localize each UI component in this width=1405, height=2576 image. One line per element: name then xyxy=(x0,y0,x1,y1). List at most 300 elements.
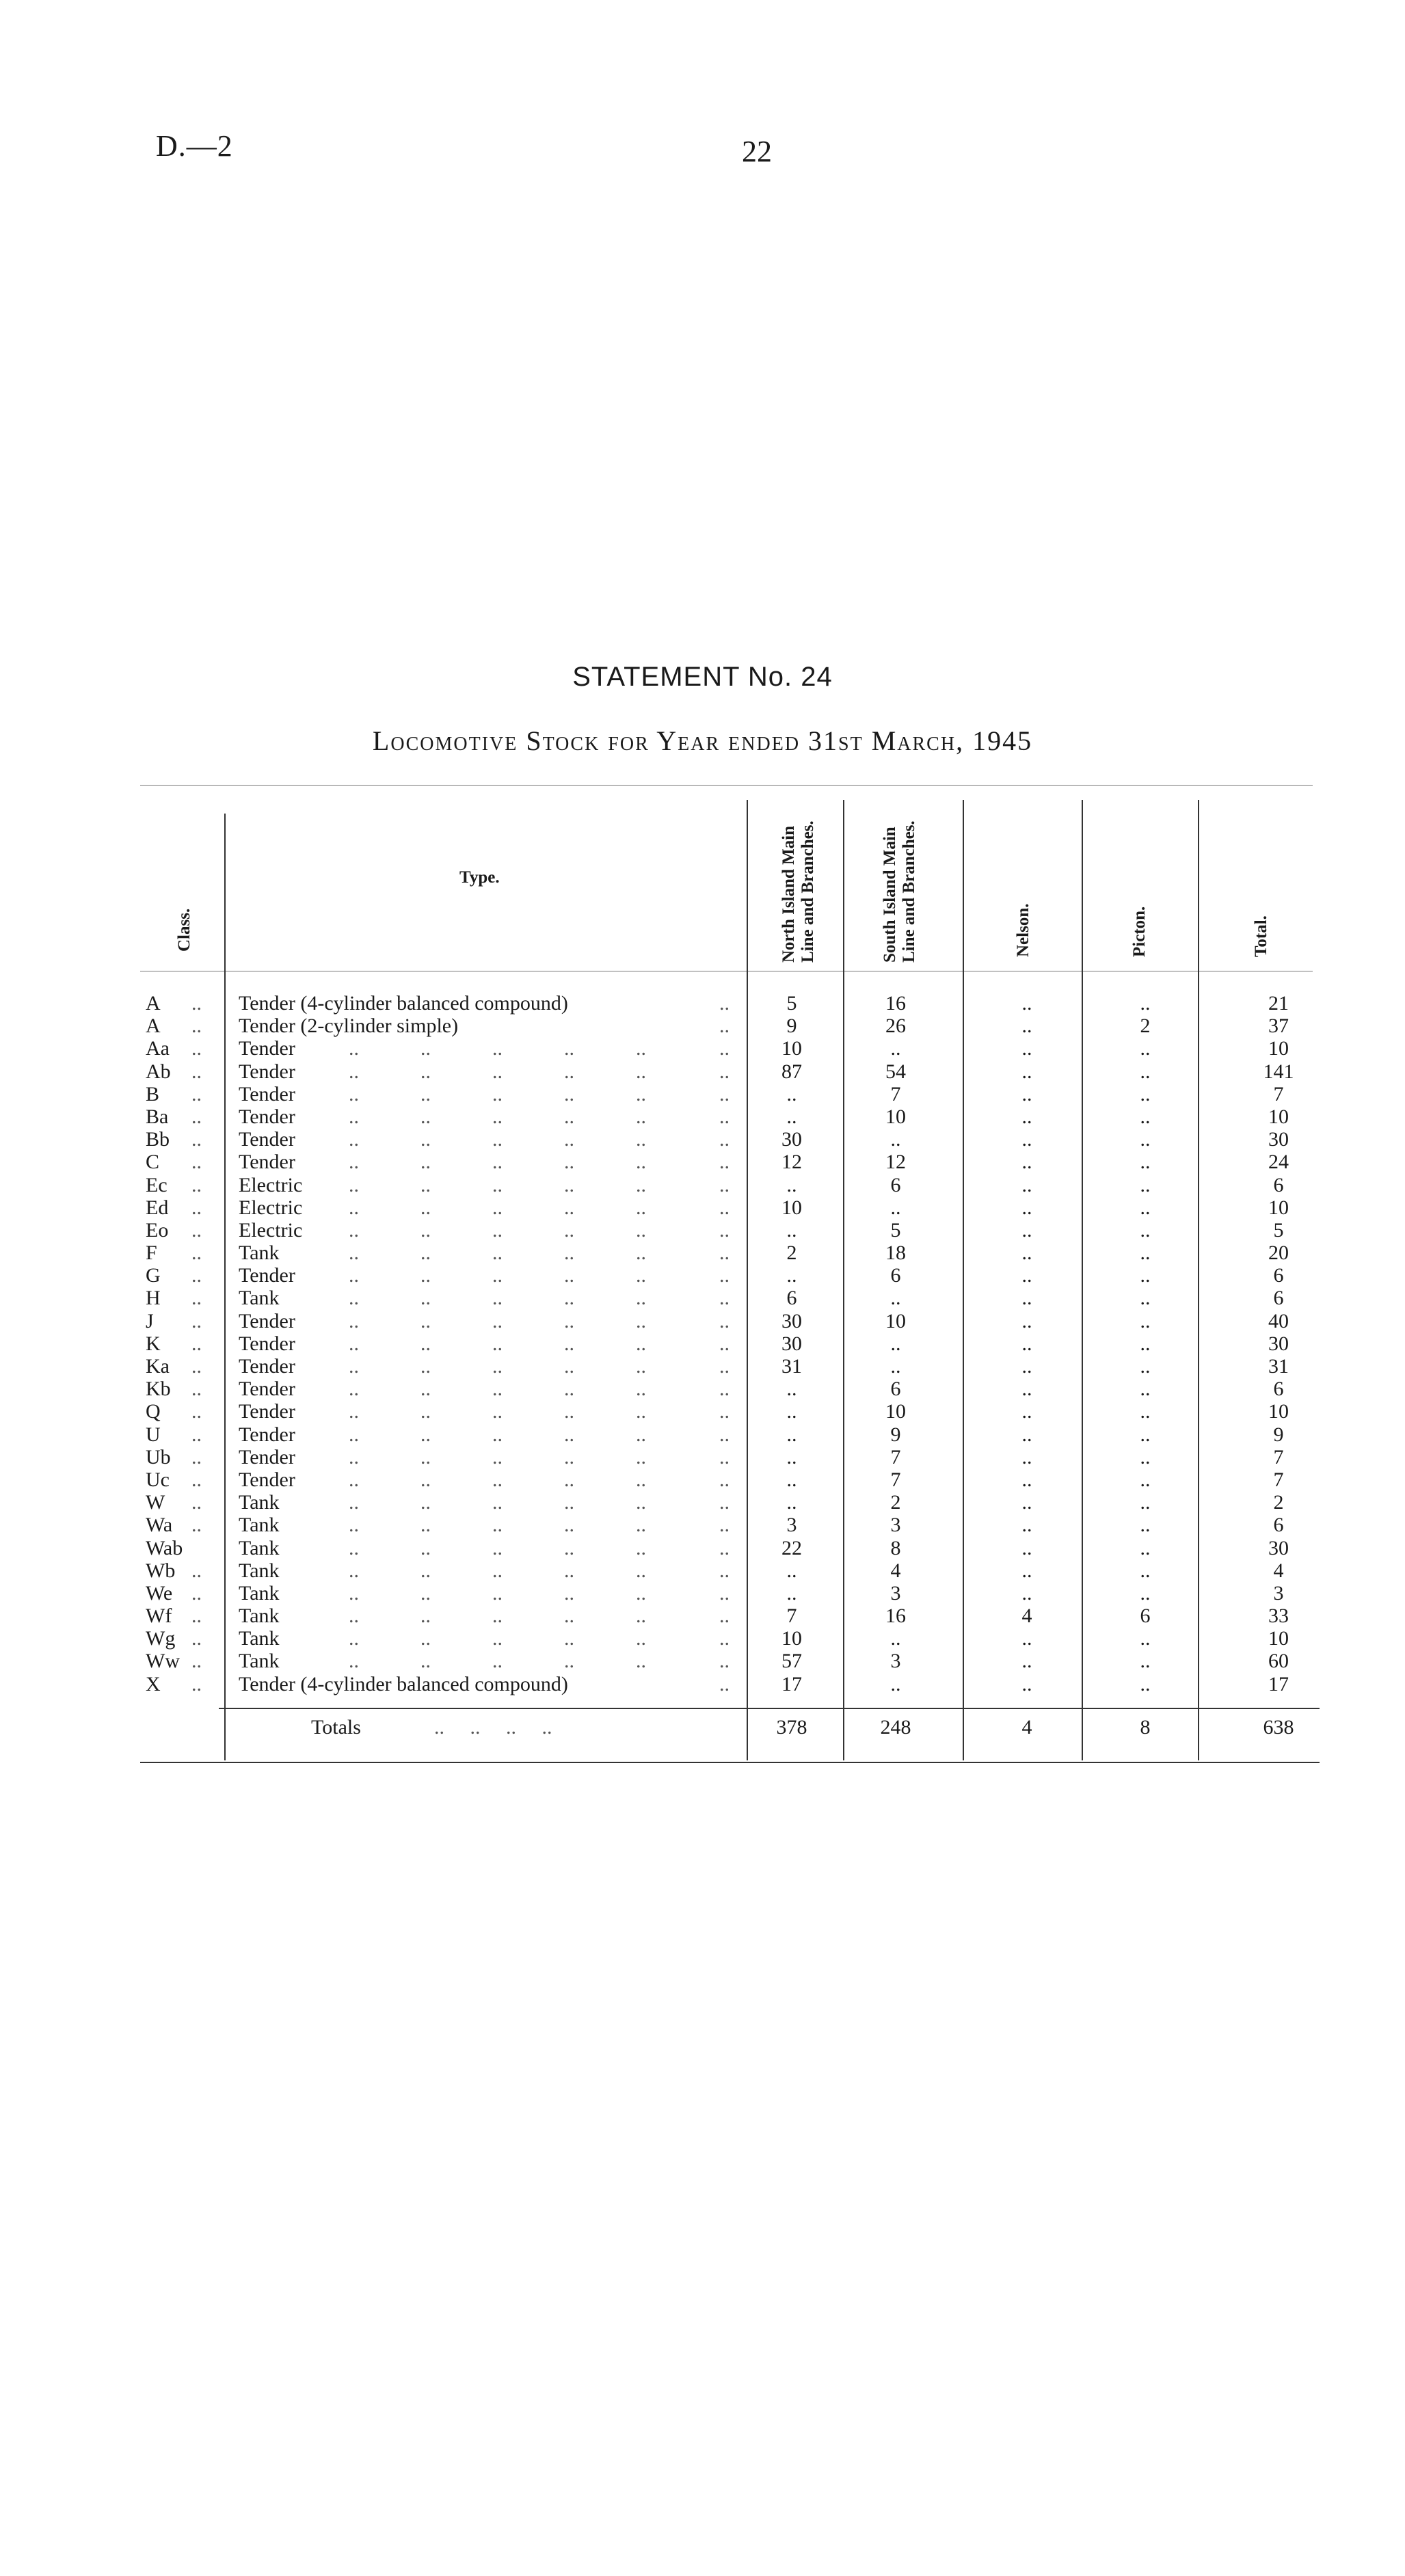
nelson-cell: .. xyxy=(1021,1151,1032,1174)
north-island-cell: 57 xyxy=(781,1650,802,1673)
north-island-cell: .. xyxy=(786,1423,797,1446)
class-leader-dots: .. xyxy=(191,1196,202,1219)
table-row xyxy=(0,1037,1405,1060)
south-island-cell: 7 xyxy=(890,1082,901,1105)
type-leader-dots: .. xyxy=(719,1309,730,1332)
type-fill-dots: .. .. .. .. .. xyxy=(349,1650,646,1673)
type-fill-dots: .. .. .. .. .. xyxy=(349,1309,646,1332)
type-fill-dots: .. .. .. .. .. xyxy=(349,1400,646,1423)
class-leader-dots: .. xyxy=(191,1445,202,1468)
table-row xyxy=(0,1332,1405,1355)
south-island-cell: 18 xyxy=(885,1242,906,1265)
nelson-cell: .. xyxy=(1021,1105,1032,1128)
total-cell: 7 xyxy=(1273,1468,1284,1491)
total-cell: 10 xyxy=(1268,1400,1289,1423)
picton-cell: .. xyxy=(1140,1037,1151,1060)
class-cell: C xyxy=(146,1151,160,1174)
type-fill-dots: .. .. .. .. .. xyxy=(349,1581,646,1605)
picton-cell: .. xyxy=(1140,1355,1151,1378)
picton-cell: .. xyxy=(1140,1264,1151,1287)
table-row xyxy=(0,1105,1405,1128)
picton-cell: .. xyxy=(1140,1445,1151,1468)
class-leader-dots: .. xyxy=(191,1672,202,1695)
class-cell: Wab xyxy=(146,1536,183,1559)
picton-cell: .. xyxy=(1140,1423,1151,1446)
picton-cell: .. xyxy=(1140,1151,1151,1174)
south-island-cell: .. xyxy=(890,1196,901,1219)
nelson-cell: .. xyxy=(1021,1400,1032,1423)
type-fill-dots: .. .. .. .. .. xyxy=(349,1218,646,1242)
type-leader-dots: .. xyxy=(719,1650,730,1673)
type-cell: Tender xyxy=(239,1060,295,1083)
type-cell: Tender xyxy=(239,1445,295,1468)
total-cell: 10 xyxy=(1268,1627,1289,1650)
south-island-cell: 26 xyxy=(885,1015,906,1038)
nelson-cell: .. xyxy=(1021,1559,1032,1582)
type-leader-dots: .. xyxy=(719,1605,730,1628)
class-leader-dots: .. xyxy=(191,1015,202,1038)
class-leader-dots: .. xyxy=(191,1173,202,1196)
type-fill-dots: .. .. .. .. .. xyxy=(349,1151,646,1174)
table-row xyxy=(0,1423,1405,1446)
type-fill-dots: .. .. .. .. .. xyxy=(349,1037,646,1060)
type-cell: Tender (4-cylinder balanced compound) xyxy=(239,992,568,1015)
totals-picton: 8 xyxy=(1140,1716,1151,1739)
type-cell: Tank xyxy=(239,1559,280,1582)
north-island-cell: 30 xyxy=(781,1128,802,1151)
type-cell: Tender xyxy=(239,1105,295,1128)
nelson-cell: .. xyxy=(1021,1378,1032,1401)
picton-cell: .. xyxy=(1140,1082,1151,1105)
total-cell: 7 xyxy=(1273,1082,1284,1105)
table-row xyxy=(0,1650,1405,1672)
north-island-cell: .. xyxy=(786,1218,797,1242)
class-cell: We xyxy=(146,1581,173,1605)
class-leader-dots: .. xyxy=(191,1491,202,1514)
south-island-cell: 6 xyxy=(890,1173,901,1196)
picton-cell: .. xyxy=(1140,1332,1151,1355)
nelson-cell: .. xyxy=(1021,1672,1032,1695)
north-island-cell: .. xyxy=(786,1559,797,1582)
nelson-cell: 4 xyxy=(1021,1605,1032,1628)
type-fill-dots: .. .. .. .. .. xyxy=(349,1128,646,1151)
type-fill-dots: .. .. .. .. .. xyxy=(349,1287,646,1310)
class-leader-dots: .. xyxy=(191,1559,202,1582)
north-island-cell: 10 xyxy=(781,1196,802,1219)
north-island-cell: 31 xyxy=(781,1355,802,1378)
class-cell: U xyxy=(146,1423,161,1446)
north-island-cell: 17 xyxy=(781,1672,802,1695)
type-fill-dots: .. .. .. .. .. xyxy=(349,1264,646,1287)
total-cell: 5 xyxy=(1273,1218,1284,1242)
class-leader-dots: .. xyxy=(191,1355,202,1378)
table-row xyxy=(0,1514,1405,1536)
class-leader-dots: .. xyxy=(191,1082,202,1105)
totals-total: 638 xyxy=(1263,1716,1294,1739)
total-cell: 33 xyxy=(1268,1605,1289,1628)
header-south-island xyxy=(881,805,919,963)
south-island-cell: 8 xyxy=(890,1536,901,1559)
picton-cell: .. xyxy=(1140,1627,1151,1650)
type-cell: Electric xyxy=(239,1173,303,1196)
type-cell: Tank xyxy=(239,1514,280,1537)
table-row xyxy=(0,1400,1405,1423)
type-fill-dots: .. .. .. .. .. xyxy=(349,1423,646,1446)
table-row xyxy=(0,1083,1405,1105)
type-leader-dots: .. xyxy=(719,1355,730,1378)
type-leader-dots: .. xyxy=(719,1151,730,1174)
type-fill-dots: .. .. .. .. .. xyxy=(349,1627,646,1650)
nelson-cell: .. xyxy=(1021,1287,1032,1310)
class-leader-dots: .. xyxy=(191,1287,202,1310)
class-cell: Q xyxy=(146,1400,161,1423)
total-cell: 24 xyxy=(1268,1151,1289,1174)
nelson-cell: .. xyxy=(1021,1355,1032,1378)
picton-cell: .. xyxy=(1140,1196,1151,1219)
class-cell: Kb xyxy=(146,1378,171,1401)
type-leader-dots: .. xyxy=(719,1287,730,1310)
table-row xyxy=(0,992,1405,1015)
class-cell: K xyxy=(146,1332,161,1355)
nelson-cell: .. xyxy=(1021,1082,1032,1105)
totals-nelson: 4 xyxy=(1021,1716,1032,1739)
south-island-cell: .. xyxy=(890,1332,901,1355)
class-leader-dots: .. xyxy=(191,1627,202,1650)
class-cell: J xyxy=(146,1309,154,1332)
class-leader-dots: .. xyxy=(191,1060,202,1083)
type-cell: Tender (2-cylinder simple) xyxy=(239,1015,459,1038)
north-island-cell: 30 xyxy=(781,1332,802,1355)
north-island-cell: 87 xyxy=(781,1060,802,1083)
south-island-cell: 10 xyxy=(885,1400,906,1423)
totals-south-island: 248 xyxy=(880,1716,911,1739)
class-cell: F xyxy=(146,1242,157,1265)
class-cell: Aa xyxy=(146,1037,170,1060)
south-island-cell: 16 xyxy=(885,992,906,1015)
type-cell: Tender xyxy=(239,1468,295,1491)
table-row xyxy=(0,1196,1405,1219)
north-island-cell: 9 xyxy=(786,1015,797,1038)
type-leader-dots: .. xyxy=(719,1514,730,1537)
class-leader-dots: .. xyxy=(191,1128,202,1151)
north-island-cell: 22 xyxy=(781,1536,802,1559)
table-row xyxy=(0,1060,1405,1083)
picton-cell: .. xyxy=(1140,1559,1151,1582)
type-cell: Tender (4-cylinder balanced compound) xyxy=(239,1672,568,1695)
class-leader-dots: .. xyxy=(191,1468,202,1491)
table-row xyxy=(0,1128,1405,1151)
type-leader-dots: .. xyxy=(719,1105,730,1128)
north-island-cell: .. xyxy=(786,1105,797,1128)
type-leader-dots: .. xyxy=(719,1264,730,1287)
type-leader-dots: .. xyxy=(719,1332,730,1355)
north-island-cell: .. xyxy=(786,1082,797,1105)
nelson-cell: .. xyxy=(1021,1309,1032,1332)
total-cell: 10 xyxy=(1268,1037,1289,1060)
picton-cell: .. xyxy=(1140,1400,1151,1423)
type-fill-dots: .. .. .. .. .. xyxy=(349,1491,646,1514)
picton-cell: .. xyxy=(1140,1128,1151,1151)
type-fill-dots: .. .. .. .. .. xyxy=(349,1196,646,1219)
type-leader-dots: .. xyxy=(719,1536,730,1559)
type-cell: Tender xyxy=(239,1151,295,1174)
south-island-cell: .. xyxy=(890,1355,901,1378)
type-cell: Tender xyxy=(239,1309,295,1332)
total-cell: 10 xyxy=(1268,1105,1289,1128)
north-island-cell: 30 xyxy=(781,1309,802,1332)
north-island-cell: .. xyxy=(786,1468,797,1491)
total-cell: 17 xyxy=(1268,1672,1289,1695)
type-leader-dots: .. xyxy=(719,1400,730,1423)
table-row xyxy=(0,1559,1405,1582)
nelson-cell: .. xyxy=(1021,1015,1032,1038)
total-cell: 37 xyxy=(1268,1015,1289,1038)
picton-cell: .. xyxy=(1140,1672,1151,1695)
class-cell: Ed xyxy=(146,1196,169,1219)
class-cell: Bb xyxy=(146,1128,170,1151)
total-cell: 4 xyxy=(1273,1559,1284,1582)
class-cell: Wa xyxy=(146,1514,173,1537)
type-fill-dots: .. .. .. .. .. xyxy=(349,1445,646,1468)
table-row xyxy=(0,1015,1405,1037)
nelson-cell: .. xyxy=(1021,1491,1032,1514)
header-south-island-text: South Island Main Line and Branches. xyxy=(881,820,918,963)
class-cell: B xyxy=(146,1082,160,1105)
class-cell: Ba xyxy=(146,1105,169,1128)
class-leader-dots: .. xyxy=(191,992,202,1015)
total-cell: 3 xyxy=(1273,1581,1284,1605)
nelson-cell: .. xyxy=(1021,1128,1032,1151)
class-leader-dots: .. xyxy=(191,1105,202,1128)
header-north-island-text: North Island Main Line and Branches. xyxy=(779,820,817,963)
type-leader-dots: .. xyxy=(719,1445,730,1468)
type-cell: Tank xyxy=(239,1242,280,1265)
north-island-cell: 10 xyxy=(781,1037,802,1060)
total-cell: 9 xyxy=(1273,1423,1284,1446)
table-row xyxy=(0,1673,1405,1695)
picton-cell: .. xyxy=(1140,1581,1151,1605)
south-island-cell: .. xyxy=(890,1287,901,1310)
picton-cell: .. xyxy=(1140,1060,1151,1083)
nelson-cell: .. xyxy=(1021,1468,1032,1491)
page-number: 22 xyxy=(742,135,772,168)
picton-cell: .. xyxy=(1140,1514,1151,1537)
header-class: Class. xyxy=(175,908,193,952)
type-leader-dots: .. xyxy=(719,1468,730,1491)
type-cell: Tender xyxy=(239,1378,295,1401)
type-cell: Electric xyxy=(239,1196,303,1219)
header-picton: Picton. xyxy=(1130,906,1149,957)
nelson-cell: .. xyxy=(1021,1218,1032,1242)
table-row xyxy=(0,1582,1405,1605)
type-fill-dots: .. .. .. .. .. xyxy=(349,1173,646,1196)
picton-cell: .. xyxy=(1140,1242,1151,1265)
class-leader-dots: .. xyxy=(191,1332,202,1355)
table-row xyxy=(0,1219,1405,1242)
picton-cell: .. xyxy=(1140,1536,1151,1559)
table-row xyxy=(0,1491,1405,1514)
type-fill-dots: .. .. .. .. .. xyxy=(349,1536,646,1559)
total-cell: 30 xyxy=(1268,1128,1289,1151)
header-nelson: Nelson. xyxy=(1014,903,1032,957)
class-cell: Wf xyxy=(146,1605,172,1628)
total-cell: 141 xyxy=(1263,1060,1294,1083)
nelson-cell: .. xyxy=(1021,1627,1032,1650)
north-island-cell: .. xyxy=(786,1445,797,1468)
type-cell: Tender xyxy=(239,1355,295,1378)
type-leader-dots: .. xyxy=(719,1423,730,1446)
north-island-cell: 3 xyxy=(786,1514,797,1537)
total-cell: 6 xyxy=(1273,1264,1284,1287)
type-cell: Tank xyxy=(239,1491,280,1514)
class-cell: A xyxy=(146,1015,161,1038)
total-cell: 20 xyxy=(1268,1242,1289,1265)
class-cell: Ka xyxy=(146,1355,170,1378)
type-cell: Tender xyxy=(239,1037,295,1060)
class-cell: Uc xyxy=(146,1468,170,1491)
type-cell: Tank xyxy=(239,1287,280,1310)
north-island-cell: 7 xyxy=(786,1605,797,1628)
type-fill-dots: .. .. .. .. .. xyxy=(349,1514,646,1537)
type-cell: Tank xyxy=(239,1627,280,1650)
totals-row xyxy=(0,1709,1405,1750)
south-island-cell: 7 xyxy=(890,1468,901,1491)
picton-cell: .. xyxy=(1140,1287,1151,1310)
south-island-cell: 2 xyxy=(890,1491,901,1514)
nelson-cell: .. xyxy=(1021,1173,1032,1196)
table-row xyxy=(0,1446,1405,1468)
total-cell: 30 xyxy=(1268,1332,1289,1355)
total-cell: 31 xyxy=(1268,1355,1289,1378)
type-leader-dots: .. xyxy=(719,1173,730,1196)
total-cell: 6 xyxy=(1273,1287,1284,1310)
class-cell: X xyxy=(146,1672,161,1695)
total-cell: 60 xyxy=(1268,1650,1289,1673)
class-leader-dots: .. xyxy=(191,1378,202,1401)
south-island-cell: 10 xyxy=(885,1105,906,1128)
table-title: Locomotive Stock for Year ended 31st March, 1945 xyxy=(372,725,1033,756)
south-island-cell: 9 xyxy=(890,1423,901,1446)
class-leader-dots: .. xyxy=(191,1400,202,1423)
type-leader-dots: .. xyxy=(719,1559,730,1582)
south-island-cell: 7 xyxy=(890,1445,901,1468)
class-cell: Wg xyxy=(146,1627,176,1650)
totals-label-leader: .. .. .. .. xyxy=(434,1716,552,1739)
class-leader-dots: .. xyxy=(191,1605,202,1628)
type-leader-dots: .. xyxy=(719,1060,730,1083)
type-fill-dots: .. .. .. .. .. xyxy=(349,1355,646,1378)
class-leader-dots: .. xyxy=(191,1309,202,1332)
type-fill-dots: .. .. .. .. .. xyxy=(349,1242,646,1265)
type-leader-dots: .. xyxy=(719,1218,730,1242)
type-cell: Tender xyxy=(239,1128,295,1151)
table-row xyxy=(0,1627,1405,1650)
class-cell: Eo xyxy=(146,1218,169,1242)
type-cell: Tender xyxy=(239,1400,295,1423)
type-cell: Tank xyxy=(239,1536,280,1559)
totals-north-island: 378 xyxy=(776,1716,807,1739)
total-cell: 6 xyxy=(1273,1173,1284,1196)
table-row xyxy=(0,1605,1405,1627)
table-row xyxy=(0,1151,1405,1173)
class-leader-dots: .. xyxy=(191,1151,202,1174)
type-cell: Electric xyxy=(239,1218,303,1242)
class-cell: Ub xyxy=(146,1445,171,1468)
header-type: Type. xyxy=(459,868,500,887)
north-island-cell: .. xyxy=(786,1173,797,1196)
table-row xyxy=(0,1310,1405,1332)
north-island-cell: 5 xyxy=(786,992,797,1015)
type-fill-dots: .. .. .. .. .. xyxy=(349,1559,646,1582)
type-leader-dots: .. xyxy=(719,1128,730,1151)
total-cell: 6 xyxy=(1273,1378,1284,1401)
table-row xyxy=(0,1242,1405,1264)
class-cell: H xyxy=(146,1287,161,1310)
type-leader-dots: .. xyxy=(719,1581,730,1605)
north-island-cell: 10 xyxy=(781,1627,802,1650)
south-island-cell: 12 xyxy=(885,1151,906,1174)
nelson-cell: .. xyxy=(1021,992,1032,1015)
nelson-cell: .. xyxy=(1021,1445,1032,1468)
table-body xyxy=(0,992,1405,1695)
class-cell: A xyxy=(146,992,161,1015)
south-island-cell: 54 xyxy=(885,1060,906,1083)
page-reference: D.—2 xyxy=(156,129,233,163)
table-row xyxy=(0,1537,1405,1559)
nelson-cell: .. xyxy=(1021,1423,1032,1446)
north-island-cell: .. xyxy=(786,1491,797,1514)
south-island-cell: 16 xyxy=(885,1605,906,1628)
type-cell: Tender xyxy=(239,1423,295,1446)
north-island-cell: 2 xyxy=(786,1242,797,1265)
picton-cell: 6 xyxy=(1140,1605,1151,1628)
class-cell: G xyxy=(146,1264,161,1287)
class-leader-dots: .. xyxy=(191,1581,202,1605)
north-island-cell: .. xyxy=(786,1400,797,1423)
type-leader-dots: .. xyxy=(719,1378,730,1401)
class-cell: W xyxy=(146,1491,165,1514)
north-island-cell: .. xyxy=(786,1264,797,1287)
class-leader-dots: .. xyxy=(191,1218,202,1242)
type-cell: Tender xyxy=(239,1264,295,1287)
type-fill-dots: .. .. .. .. .. xyxy=(349,1105,646,1128)
type-leader-dots: .. xyxy=(719,1627,730,1650)
table-row xyxy=(0,1355,1405,1378)
south-island-cell: 3 xyxy=(890,1650,901,1673)
header-north-island xyxy=(779,805,818,963)
class-cell: Ec xyxy=(146,1173,168,1196)
picton-cell: 2 xyxy=(1140,1015,1151,1038)
table-row xyxy=(0,1287,1405,1309)
north-island-cell: .. xyxy=(786,1581,797,1605)
table-bottom-rule xyxy=(140,1762,1320,1763)
nelson-cell: .. xyxy=(1021,1264,1032,1287)
total-cell: 10 xyxy=(1268,1196,1289,1219)
type-cell: Tender xyxy=(239,1332,295,1355)
type-fill-dots: .. .. .. .. .. xyxy=(349,1060,646,1083)
class-leader-dots: .. xyxy=(191,1264,202,1287)
south-island-cell: 3 xyxy=(890,1514,901,1537)
header-total: Total. xyxy=(1252,915,1270,957)
type-leader-dots: .. xyxy=(719,1672,730,1695)
south-island-cell: 3 xyxy=(890,1581,901,1605)
north-island-cell: 6 xyxy=(786,1287,797,1310)
type-cell: Tank xyxy=(239,1581,280,1605)
south-island-cell: .. xyxy=(890,1128,901,1151)
type-cell: Tender xyxy=(239,1082,295,1105)
type-fill-dots: .. .. .. .. .. xyxy=(349,1378,646,1401)
statement-title: STATEMENT No. 24 xyxy=(572,662,833,692)
